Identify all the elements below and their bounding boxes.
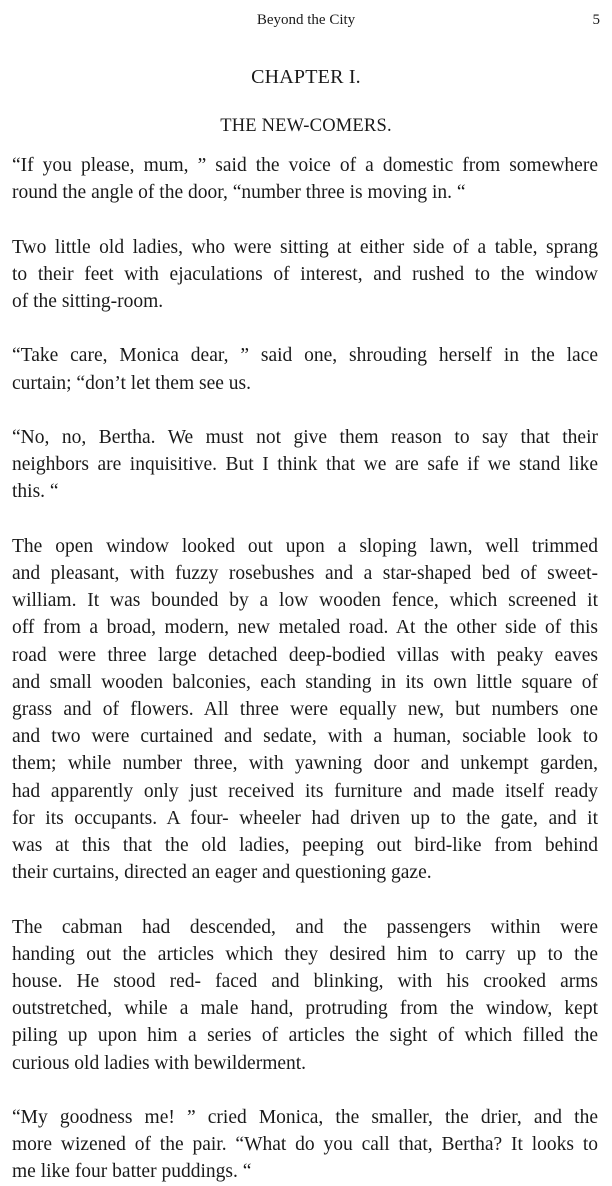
text-line: “No, no, Bertha. We must not give them reason to say that their xyxy=(12,426,598,448)
text-line: curtain; “don’t let them see us. xyxy=(12,372,251,394)
text-line: more wizened of the pair. “What do you call that, Bertha? It looks to xyxy=(12,1134,598,1156)
paragraph xyxy=(12,1104,598,1186)
text-line: of the sitting-room. xyxy=(12,291,164,312)
text-line: handing out the articles which they desired him to carry up to the xyxy=(12,943,598,965)
page-number: 5 xyxy=(592,12,600,28)
text-line: their curtains, directed an eager and questioning gaze. xyxy=(12,862,432,884)
text-line: off from a broad, modern, new metaled road. At the other side of this xyxy=(12,617,598,639)
text-line: william. It was bounded by a low wooden fence, which screened it xyxy=(12,590,598,612)
paragraph xyxy=(12,342,598,396)
text-line: for its occupants. A four- wheeler had driven up to the gate, and it xyxy=(12,807,598,829)
text-line: Two little old ladies, who were sitting at either side of a table, sprang xyxy=(12,236,598,258)
text-line: me like four batter puddings. “ xyxy=(12,1161,252,1183)
text-line: piling up upon him a series of articles the sight of which filled the xyxy=(12,1025,598,1047)
text-line: outstretched, while a male hand, protruding from the window, kept xyxy=(12,998,598,1020)
text-line: round the angle of the door, “number three is moving in. “ xyxy=(12,182,466,204)
text-line: road were three large detached deep-bodied villas with peaky eaves xyxy=(12,644,598,666)
paragraph xyxy=(12,914,598,1077)
paragraph xyxy=(12,152,598,206)
paragraph-gap xyxy=(12,206,598,233)
paragraph xyxy=(12,234,598,316)
paragraph-gap xyxy=(12,315,598,342)
page-header xyxy=(0,12,612,36)
paragraph-gap xyxy=(12,886,598,913)
text-line: The open window looked out upon a sloping lawn, well trimmed xyxy=(12,535,598,557)
body-text xyxy=(12,152,598,1186)
paragraph-gap xyxy=(12,397,598,424)
text-line: “Take care, Monica dear, ” said one, shrouding herself in the lace xyxy=(12,345,598,367)
text-line: house. He stood red- faced and blinking, with his crooked arms xyxy=(12,971,598,993)
text-line: curious old ladies with bewilderment. xyxy=(12,1052,307,1074)
text-line: neighbors are inquisitive. But I think that we are safe if we stand like xyxy=(12,454,598,476)
text-line: to their feet with ejaculations of interest, and rushed to the window xyxy=(12,263,598,285)
text-line: and pleasant, with fuzzy rosebushes and a star-shaped bed of sweet- xyxy=(12,562,598,584)
text-line: this. “ xyxy=(12,481,59,503)
paragraph xyxy=(12,533,598,887)
chapter-number: CHAPTER I. xyxy=(251,66,361,88)
text-line: and small wooden balconies, each standing in its own little square of xyxy=(12,671,598,693)
paragraph xyxy=(12,424,598,506)
text-line: “My goodness me! ” cried Monica, the smaller, the drier, and the xyxy=(12,1107,598,1129)
chapter-title: THE NEW-COMERS. xyxy=(220,116,392,136)
text-line: and two were curtained and sedate, with a human, sociable look to xyxy=(12,726,598,748)
running-title: Beyond the City xyxy=(256,12,356,28)
text-line: grass and of flowers. All three were equally new, but numbers one xyxy=(12,699,598,720)
text-line: “If you please, mum, ” said the voice of a domestic from somewhere xyxy=(12,155,598,176)
text-line: had apparently only just received its furniture and made itself ready xyxy=(12,780,598,802)
text-line: The cabman had descended, and the passengers within were xyxy=(12,916,598,938)
text-line: them; while number three, with yawning door and unkempt garden, xyxy=(12,753,598,775)
paragraph-gap xyxy=(12,506,598,533)
text-line: was at this that the old ladies, peeping out bird-like from behind xyxy=(12,835,598,857)
paragraph-gap xyxy=(12,1077,598,1104)
